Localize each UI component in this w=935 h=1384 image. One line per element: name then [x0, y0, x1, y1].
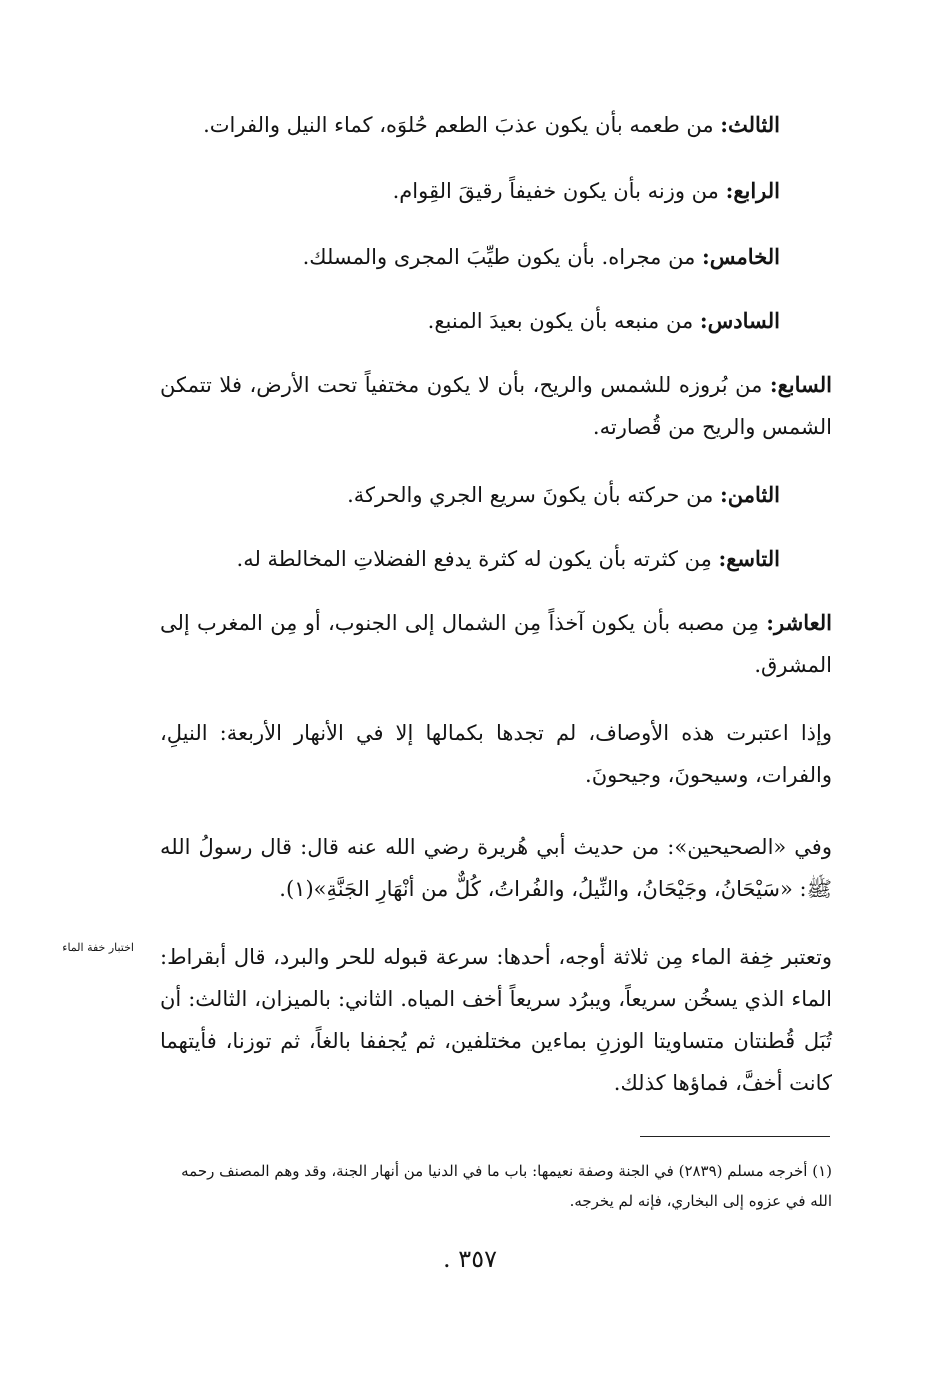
- paragraph-text: وفي «الصحيحين»: من حديث أبي هُريرة رضي الله عنه قال: قال رسولُ الله ﷺ: «سَيْحَانُ، وجَيْحَانُ، والنِّيلُ، والفُراتُ، كُلٌّ من أنْهَارِ الجَنَّةِ»(١).: [160, 835, 832, 901]
- item-text: مِن مصبه بأن يكون آخذاً مِن الشمال إلى الجنوب، أو مِن المغرب إلى المشرق.: [160, 611, 832, 677]
- item-label: الخامس:: [702, 244, 780, 269]
- paragraph-seventh: [160, 364, 832, 448]
- item-label: السابع:: [769, 372, 832, 397]
- paragraph-fourth: [160, 170, 780, 212]
- footnote-separator: [640, 1136, 830, 1137]
- paragraph-text: وإذا اعتبرت هذه الأوصاف، لم تجدها بكمالها إلا في الأنهار الأربعة: النيلِ، والفرات، وسيحونَ، وجيحونَ.: [160, 721, 832, 787]
- item-label: العاشر:: [766, 610, 832, 635]
- paragraph-third: [160, 104, 780, 146]
- item-label: السادس:: [699, 308, 780, 333]
- item-label: الثالث:: [720, 112, 780, 137]
- paragraph-water-lightness: [160, 936, 832, 1104]
- paragraph-ninth: [160, 538, 780, 580]
- item-text: من حركته بأن يكونَ سريع الجري والحركة.: [347, 483, 721, 507]
- paragraph-eighth: [160, 474, 780, 516]
- page-number: ٣٥٧ .: [443, 1245, 497, 1273]
- item-text: من مجراه. بأن يكون طيِّبَ المجرى والمسلك.: [302, 245, 703, 269]
- item-text: من طعمه بأن يكون عذبَ الطعم حُلوَه، كماء النيل والفرات.: [203, 113, 721, 137]
- item-label: الرابع:: [725, 178, 780, 203]
- item-label: الثامن:: [720, 482, 780, 507]
- paragraph-hadith: [160, 826, 832, 910]
- paragraph-rivers: [160, 712, 832, 796]
- margin-note: اختبار خفة الماء: [62, 941, 134, 954]
- paragraph-text: وتعتبر خِفة الماء مِن ثلاثة أوجه، أحدها: سرعة قبوله للحر والبرد، قال أبقراط: الماء الذي يسخُن سريعاً، ويبرُد سريعاً أخف المياه. الثاني: بالميزان، الثالث: أن تُبَل قُطنتان متساويتا الوزنِ بماءين مختلفين، ثم يُجففا بالغاً، ثم توزنا، فأيتهما كانت أخفَّ، فماؤها كذلك.: [160, 945, 832, 1095]
- item-text: من وزنه بأن يكون خفيفاً رقيقَ القِوام.: [392, 179, 726, 203]
- item-text: من منبعه بأن يكون بعيدَ المنبع.: [427, 309, 700, 333]
- item-text: من بُروزه للشمس والريح، بأن لا يكون مختفياً تحت الأرض، فلا تتمكن الشمس والريح من قُصارته.: [160, 373, 832, 439]
- footnote: (١) أخرجه مسلم (٢٨٣٩) في الجنة وصفة نعيمها: باب ما في الدنيا من أنهار الجنة، وقد وهم المصنف رحمه الله في عزوه إلى البخاري، فإنه لم يخرجه.: [181, 1162, 832, 1210]
- paragraph-tenth: [160, 602, 832, 686]
- paragraph-fifth: [160, 236, 780, 278]
- item-label: التاسع:: [718, 546, 780, 571]
- paragraph-sixth: [160, 300, 780, 342]
- item-text: مِن كثرته بأن يكون له كثرة يدفع الفضلاتِ المخالطة له.: [236, 547, 719, 571]
